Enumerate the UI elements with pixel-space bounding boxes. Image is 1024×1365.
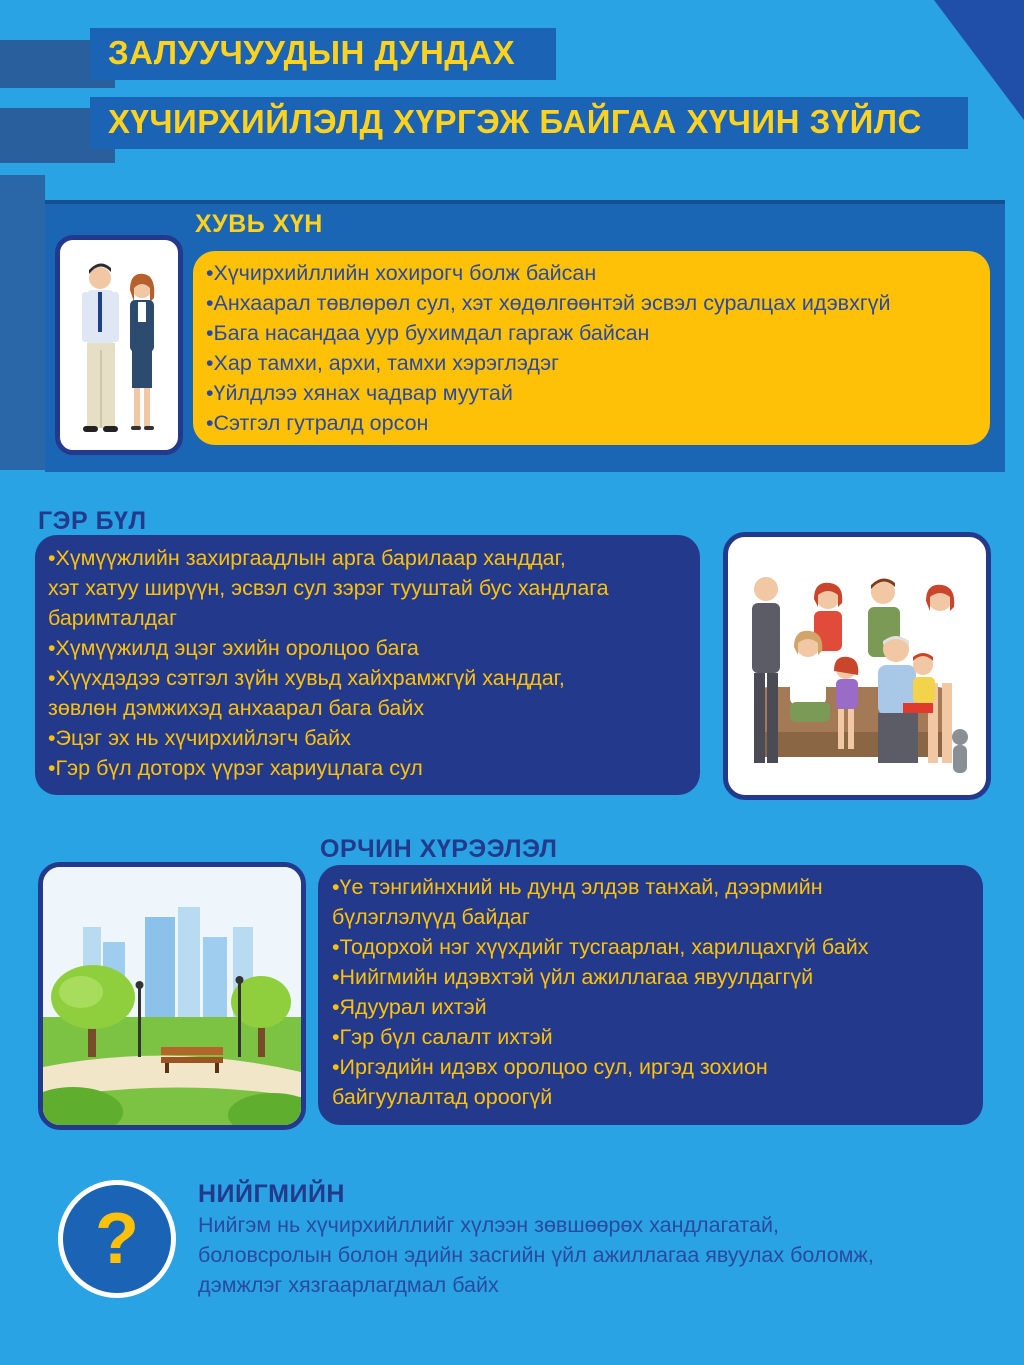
environment-heading: ОРЧИН ХҮРЭЭЛЭЛ	[320, 835, 558, 863]
business-couple-illustration	[60, 240, 178, 450]
family-on-couch-illustration	[728, 537, 986, 795]
personal-item: •Үйлдлээ хянах чадвар муутай	[206, 381, 513, 405]
personal-item: •Хар тамхи, архи, тамхи хэрэглэдэг	[206, 351, 559, 375]
family-heading: ГЭР БҮЛ	[38, 507, 147, 535]
question-mark-icon	[58, 1180, 176, 1298]
environment-item: •Иргэдийн идэвх оролцоо сул, иргэд зохион	[332, 1055, 768, 1079]
environment-item: бүлэглэлүүд байдаг	[332, 905, 530, 929]
family-item: •Хүмүүжлийн захиргаадлын арга барилаар ханддаг,	[48, 546, 566, 570]
family-item: •Гэр бүл доторх үүрэг хариуцлага сул	[48, 756, 423, 780]
social-heading: НИЙГМИЙН	[198, 1180, 345, 1208]
personal-image	[55, 235, 183, 455]
title-line-2: ХҮЧИРХИЙЛЭЛД ХҮРГЭЖ БАЙГАА ХҮЧИН ЗҮЙЛС	[90, 97, 968, 149]
environment-item: •Тодорхой нэг хүүхдийг тусгаарлан, харилцахгүй байх	[332, 935, 869, 959]
social-line: Нийгэм нь хүчирхийллийг хүлээн зөвшөөрөх хандлагатай,	[198, 1213, 779, 1237]
environment-item: •Гэр бүл салалт ихтэй	[332, 1025, 553, 1049]
personal-item: •Хүчирхийллийн хохирогч болж байсан	[206, 261, 597, 285]
environment-item: •Нийгмийн идэвхтэй үйл ажиллагаа явуулдаггүй	[332, 965, 814, 989]
family-item: баримталдаг	[48, 606, 177, 630]
personal-list	[206, 258, 890, 438]
header-stripe-3	[0, 175, 45, 470]
city-park-illustration	[43, 867, 301, 1125]
environment-list	[332, 872, 868, 1112]
personal-section-shadow	[45, 200, 1005, 204]
social-line: боловсролын болон эдийн засгийн үйл ажиллагаа явуулах боломж,	[198, 1243, 874, 1267]
family-item: хэт хатуу ширүүн, эсвэл сул зэрэг тууштай бус хандлага	[48, 576, 609, 600]
social-line: дэмжлэг хязгаарлагдмал байх	[198, 1273, 499, 1297]
family-item: зөвлөн дэмжихэд анхаарал бага байх	[48, 696, 425, 720]
family-item: •Хүмүүжилд эцэг эхийн оролцоо бага	[48, 636, 419, 660]
environment-item: •Үе тэнгийнхний нь дунд элдэв танхай, дээрмийн	[332, 875, 823, 899]
family-item: •Эцэг эх нь хүчирхийлэгч байх	[48, 726, 351, 750]
social-text	[198, 1210, 874, 1300]
family-list	[48, 543, 609, 783]
environment-item: байгуулалтад ороогүй	[332, 1085, 553, 1109]
environment-image	[38, 862, 306, 1130]
title-line-1: ЗАЛУУЧУУДЫН ДУНДАХ	[90, 28, 556, 80]
personal-heading: ХУВЬ ХҮН	[195, 210, 323, 238]
personal-item: •Бага насандаа уур бухимдал гаргаж байсан	[206, 321, 650, 345]
personal-item: •Сэтгэл гутралд орсон	[206, 411, 429, 435]
family-item: •Хүүхдэдээ сэтгэл зүйн хувьд хайхрамжгүй ханддаг,	[48, 666, 565, 690]
question-mark-glyph: ?	[95, 1199, 139, 1279]
personal-item: •Анхаарал төвлөрөл сул, хэт хөдөлгөөнтэй эсвэл суралцах идэвхгүй	[206, 291, 891, 315]
environment-item: •Ядуурал ихтэй	[332, 995, 487, 1019]
family-image	[723, 532, 991, 800]
